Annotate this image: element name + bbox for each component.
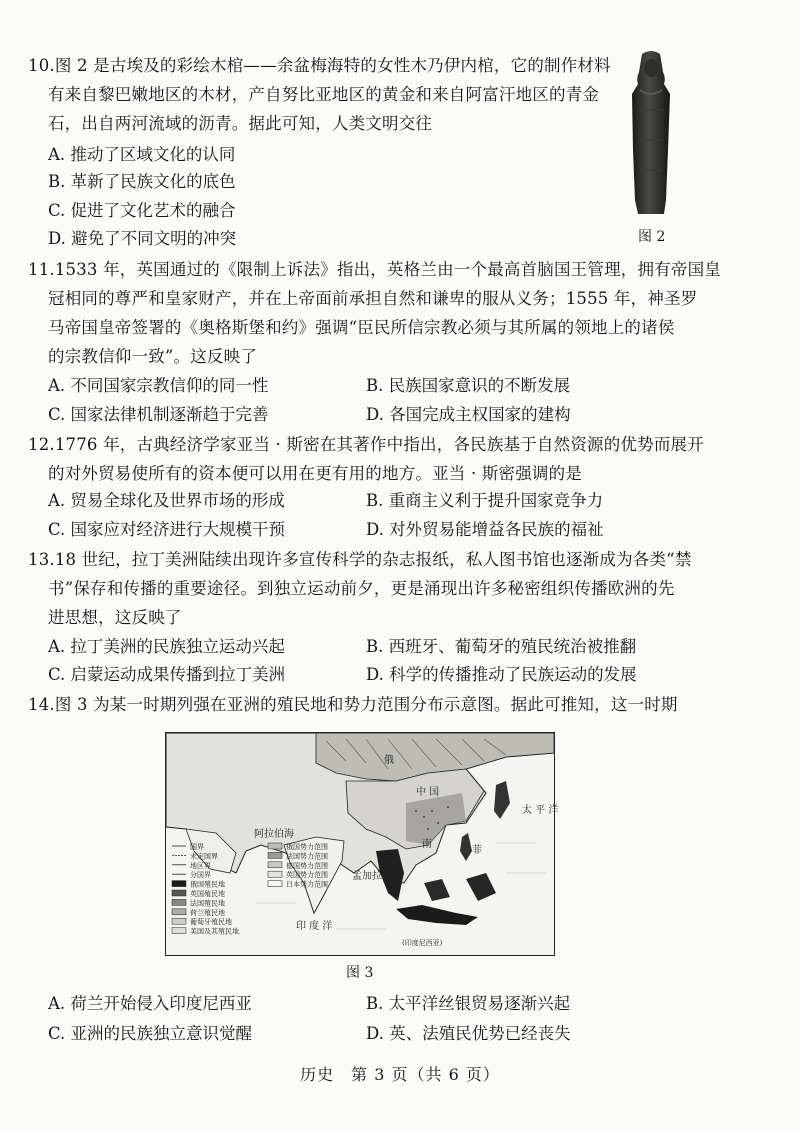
legend-label: 日本势力范围 [286, 880, 328, 889]
legend-swatch [268, 862, 282, 868]
figure-2-label: 图 2 [638, 229, 666, 245]
q12-option-a[interactable]: A. 贸易全球化及世界市场的形成 [48, 491, 285, 510]
figure-3-label: 图 3 [346, 965, 374, 981]
q10-line-1: 10.图 2 是古埃及的彩绘木棺——余盆梅海特的女性木乃伊内棺，它的制作材料 [28, 56, 611, 75]
map-label-russia: 俄 [384, 755, 394, 766]
asia-colonial-map [165, 732, 559, 956]
legend-swatch [172, 918, 186, 924]
legend-swatch [172, 881, 186, 887]
map-label-china: 中 国 [416, 787, 440, 798]
legend-label: 英国势力范围 [286, 871, 328, 880]
q11-line-1: 11.1533 年，英国通过的《限制上诉法》指出，英格兰由一个最高首脑国王管理，拥有帝国皇 [28, 260, 721, 279]
q10-option-c[interactable]: C. 促进了文化艺术的融合 [48, 201, 236, 220]
q12-line-1: 12.1776 年，古典经济学家亚当 · 斯密在其著作中指出，各民族基于自然资源的优势而展开 [28, 435, 704, 454]
legend-label: 法国势力范围 [286, 852, 328, 861]
map-label-arabian-sea: 阿拉伯海 [254, 829, 294, 840]
q13-option-c[interactable]: C. 启蒙运动成果传播到拉丁美洲 [48, 665, 286, 684]
q12-option-c[interactable]: C. 国家应对经济进行大规模干预 [48, 520, 286, 539]
map-label-bengal: 孟加拉湾 [352, 871, 392, 882]
legend-swatch [172, 899, 186, 905]
q12-option-b[interactable]: B. 重商主义利于提升国家竞争力 [366, 491, 604, 510]
q10-line-2: 有来自黎巴嫩地区的木材，产自努比亚地区的黄金和来自阿富汗地区的青金 [48, 85, 600, 104]
legend-label: 法国殖民地 [190, 899, 225, 908]
legend-label: 美国及其殖民地 [190, 927, 239, 936]
map-label-philippines: 菲 [472, 845, 482, 856]
q13-option-a[interactable]: A. 拉丁美洲的民族独立运动兴起 [48, 637, 285, 656]
q14-option-b[interactable]: B. 太平洋丝银贸易逐渐兴起 [366, 994, 571, 1013]
q13-option-d[interactable]: D. 科学的传播推动了民族运动的发展 [366, 665, 637, 684]
legend-label: 德国势力范围 [286, 861, 328, 870]
legend-swatch [172, 890, 186, 896]
legend-label: 地区界 [190, 861, 211, 870]
map-inset-label: (印度尼西亚) [402, 939, 443, 947]
q11-line-4: 的宗教信仰一致”。这反映了 [48, 347, 258, 366]
legend-swatch [172, 909, 186, 915]
legend-label: 英国殖民地 [190, 890, 225, 898]
q10-option-b[interactable]: B. 革新了民族文化的底色 [48, 172, 236, 191]
mummy-coffin-image [626, 50, 676, 218]
q13-option-b[interactable]: B. 西班牙、葡萄牙的殖民统治被推翻 [366, 637, 637, 656]
q11-option-a[interactable]: A. 不同国家宗教信仰的同一性 [48, 376, 269, 395]
q14-line-1: 14.图 3 为某一时期列强在亚洲的殖民地和势力范围分布示意图。据此可推知，这一时期 [28, 695, 678, 714]
q11-option-b[interactable]: B. 民族国家意识的不断发展 [366, 376, 571, 395]
legend-swatch [172, 928, 186, 934]
q11-line-2: 冠相同的尊严和皇家财产，并在上帝面前承担自然和谦卑的服从义务；1555 年，神圣罗 [48, 289, 698, 308]
legend-swatch [268, 871, 282, 877]
page-footer: 历史 第 3 页（共 6 页） [300, 1065, 500, 1084]
map-label-indochina: 南 [422, 839, 432, 850]
legend-swatch [268, 843, 282, 849]
q12-line-2: 的对外贸易使所有的资本便可以用在更有用的地方。亚当 · 斯密强调的是 [48, 464, 583, 483]
q12-option-d[interactable]: D. 对外贸易能增益各民族的福祉 [366, 520, 604, 539]
map-label-pacific: 太 平 洋 [522, 805, 559, 816]
legend-swatch [268, 852, 282, 858]
q11-option-d[interactable]: D. 各国完成主权国家的建构 [366, 405, 571, 424]
q11-option-c[interactable]: C. 国家法律机制逐渐趋于完善 [48, 405, 269, 424]
legend-label: 葡萄牙殖民地 [190, 918, 232, 927]
q14-option-a[interactable]: A. 荷兰开始侵入印度尼西亚 [48, 994, 252, 1013]
q13-line-2: 书”保存和传播的重要途径。到独立运动前夕，更是涌现出许多秘密组织传播欧洲的先 [48, 579, 675, 598]
legend-label: 俄国势力范围 [286, 843, 328, 851]
legend-label: 俄国殖民地 [190, 880, 225, 889]
legend-swatch [268, 881, 282, 887]
q13-line-1: 13.18 世纪，拉丁美洲陆续出现许多宣传科学的杂志报纸，私人图书馆也逐渐成为各类“禁 [28, 550, 692, 569]
q10-option-a[interactable]: A. 推动了区域文化的认同 [48, 145, 236, 164]
q10-line-3: 石，出自两河流域的沥青。据此可知，人类文明交往 [48, 114, 433, 133]
map-label-indian-ocean: 印 度 洋 [296, 921, 333, 932]
q10-option-d[interactable]: D. 避免了不同文明的冲突 [48, 229, 237, 248]
q14-option-c[interactable]: C. 亚洲的民族独立意识觉醒 [48, 1024, 253, 1043]
legend-label: 分国界 [190, 871, 211, 880]
legend-label: 国界 [190, 843, 204, 851]
q13-line-3: 进思想，这反映了 [48, 608, 182, 627]
q11-line-3: 马帝国皇帝签署的《奥格斯堡和约》强调“臣民所信宗教必须与其所属的领地上的诸侯 [48, 318, 675, 337]
q14-option-d[interactable]: D. 英、法殖民优势已经丧失 [366, 1024, 571, 1043]
legend-label: 未定国界 [190, 852, 218, 861]
legend-label: 荷兰殖民地 [190, 908, 225, 917]
